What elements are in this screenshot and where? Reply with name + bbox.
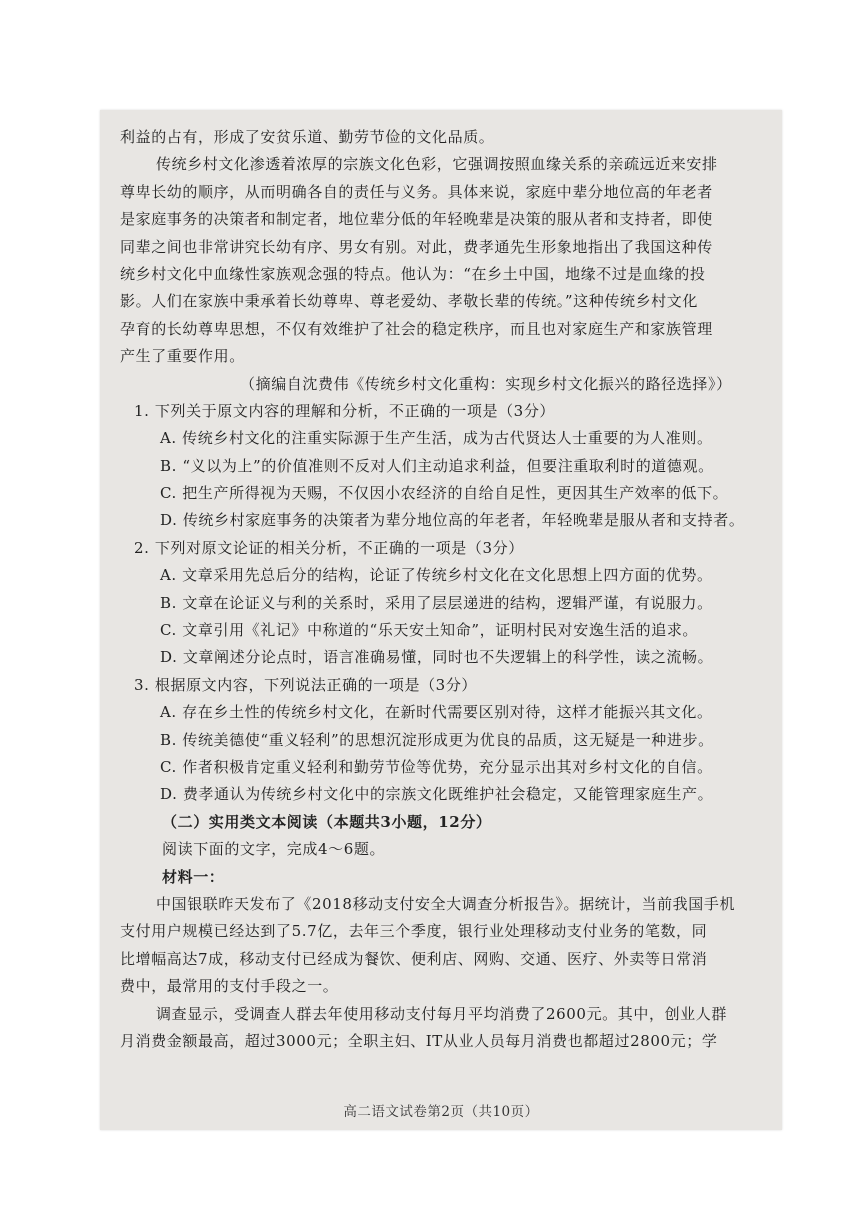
- exam-page: [100, 110, 782, 1130]
- text-line: A. 文章采用先总后分的结构，论证了传统乡村文化在文化思想上四方面的优势。: [160, 566, 713, 585]
- text-line: 孕育的长幼尊卑思想，不仅有效维护了社会的稳定秩序，而且也对家庭生产和家族管理: [120, 319, 713, 338]
- text-line: D. 传统乡村家庭事务的决策者为辈分地位高的年老者，年轻晚辈是服从者和支持者。: [160, 511, 745, 530]
- text-line: 材料一：: [162, 867, 225, 886]
- text-line: 影。人们在家族中秉承着长幼尊卑、尊老爱幼、孝敬长辈的传统。”这种传统乡村文化: [120, 292, 698, 311]
- text-line: 尊卑长幼的顺序，从而明确各自的责任与义务。具体来说，家庭中辈分地位高的年老者: [120, 182, 713, 201]
- text-line: D. 文章阐述分论点时，语言准确易懂，同时也不失逻辑上的科学性，读之流畅。: [160, 648, 714, 667]
- text-line: C. 文章引用《礼记》中称道的“乐天安土知命”，证明村民对安逸生活的追求。: [160, 621, 699, 640]
- text-line: D. 费孝通认为传统乡村文化中的宗族文化既维护社会稳定，又能管理家庭生产。: [160, 785, 714, 804]
- text-line: 1. 下列关于原文内容的理解和分析，不正确的一项是（3分）: [134, 401, 556, 420]
- text-line: A. 传统乡村文化的注重实际源于生产生活，成为古代贤达人士重要的为人准则。: [160, 429, 713, 448]
- text-line: （摘编自沈费伟《传统乡村文化重构：实现乡村文化振兴的路径选择》）: [240, 374, 732, 393]
- text-line: 产生了重要作用。: [120, 347, 245, 366]
- text-line: 统乡村文化中血缘性家族观念强的特点。他认为：“在乡土中国，地缘不过是血缘的投: [120, 264, 706, 283]
- text-line: B. “义以为上”的价值准则不反对人们主动追求利益，但要注重取利时的道德观。: [160, 456, 714, 475]
- text-line: 3. 根据原文内容，下列说法正确的一项是（3分）: [134, 675, 478, 694]
- text-line: 调查显示，受调查人群去年使用移动支付每月平均消费了2600元。其中，创业人群: [156, 1004, 727, 1023]
- text-line: C. 作者积极肯定重义轻利和勤劳节俭等优势，充分显示出其对乡村文化的自信。: [160, 757, 713, 776]
- text-line: （二）实用类文本阅读（本题共3小题，12分）: [162, 812, 492, 831]
- text-line: B. 文章在论证义与利的关系时，采用了层层递进的结构，逻辑严谨，有说服力。: [160, 593, 713, 612]
- text-line: 是家庭事务的决策者和制定者，地位辈分低的年轻晚辈是决策的服从者和支持者，即使: [120, 210, 713, 229]
- text-line: 支付用户规模已经达到了5.7亿，去年三个季度，银行业处理移动支付业务的笔数，同: [120, 922, 708, 941]
- text-line: 利益的占有，形成了安贫乐道、勤劳节俭的文化品质。: [120, 128, 495, 146]
- text-line: 同辈之间也非常讲究长幼有序、男女有别。对此，费孝通先生形象地指出了我国这种传: [120, 237, 713, 256]
- text-line: 2. 下列对原文论证的相关分析，不正确的一项是（3分）: [134, 538, 524, 557]
- text-line: 费中，最常用的支付手段之一。: [120, 977, 339, 996]
- page-content: [120, 124, 768, 1055]
- text-line: 阅读下面的文字，完成4～6题。: [162, 840, 386, 859]
- text-line: 传统乡村文化渗透着浓厚的宗族文化色彩，它强调按照血缘关系的亲疏远近来安排: [156, 155, 718, 174]
- text-line: 比增幅高达7成，移动支付已经成为餐饮、便利店、网购、交通、医疗、外卖等日常消: [120, 949, 708, 968]
- text-line: B. 传统美德使“重义轻利”的思想沉淀形成更为优良的品质，这无疑是一种进步。: [160, 730, 714, 749]
- page-footer: 高二语文试卷第2页（共10页）: [343, 1104, 539, 1120]
- text-line: 月消费金额最高，超过3000元；全职主妇、IT从业人员每月消费也都超过2800元；学: [120, 1031, 718, 1050]
- text-line: A. 存在乡土性的传统乡村文化，在新时代需要区别对待，这样才能振兴其文化。: [160, 703, 713, 722]
- text-line: C. 把生产所得视为天赐，不仅因小农经济的自给自足性，更因其生产效率的低下。: [160, 484, 729, 503]
- text-line: 中国银联昨天发布了《2018移动支付安全大调查分析报告》。据统计，当前我国手机: [156, 894, 736, 913]
